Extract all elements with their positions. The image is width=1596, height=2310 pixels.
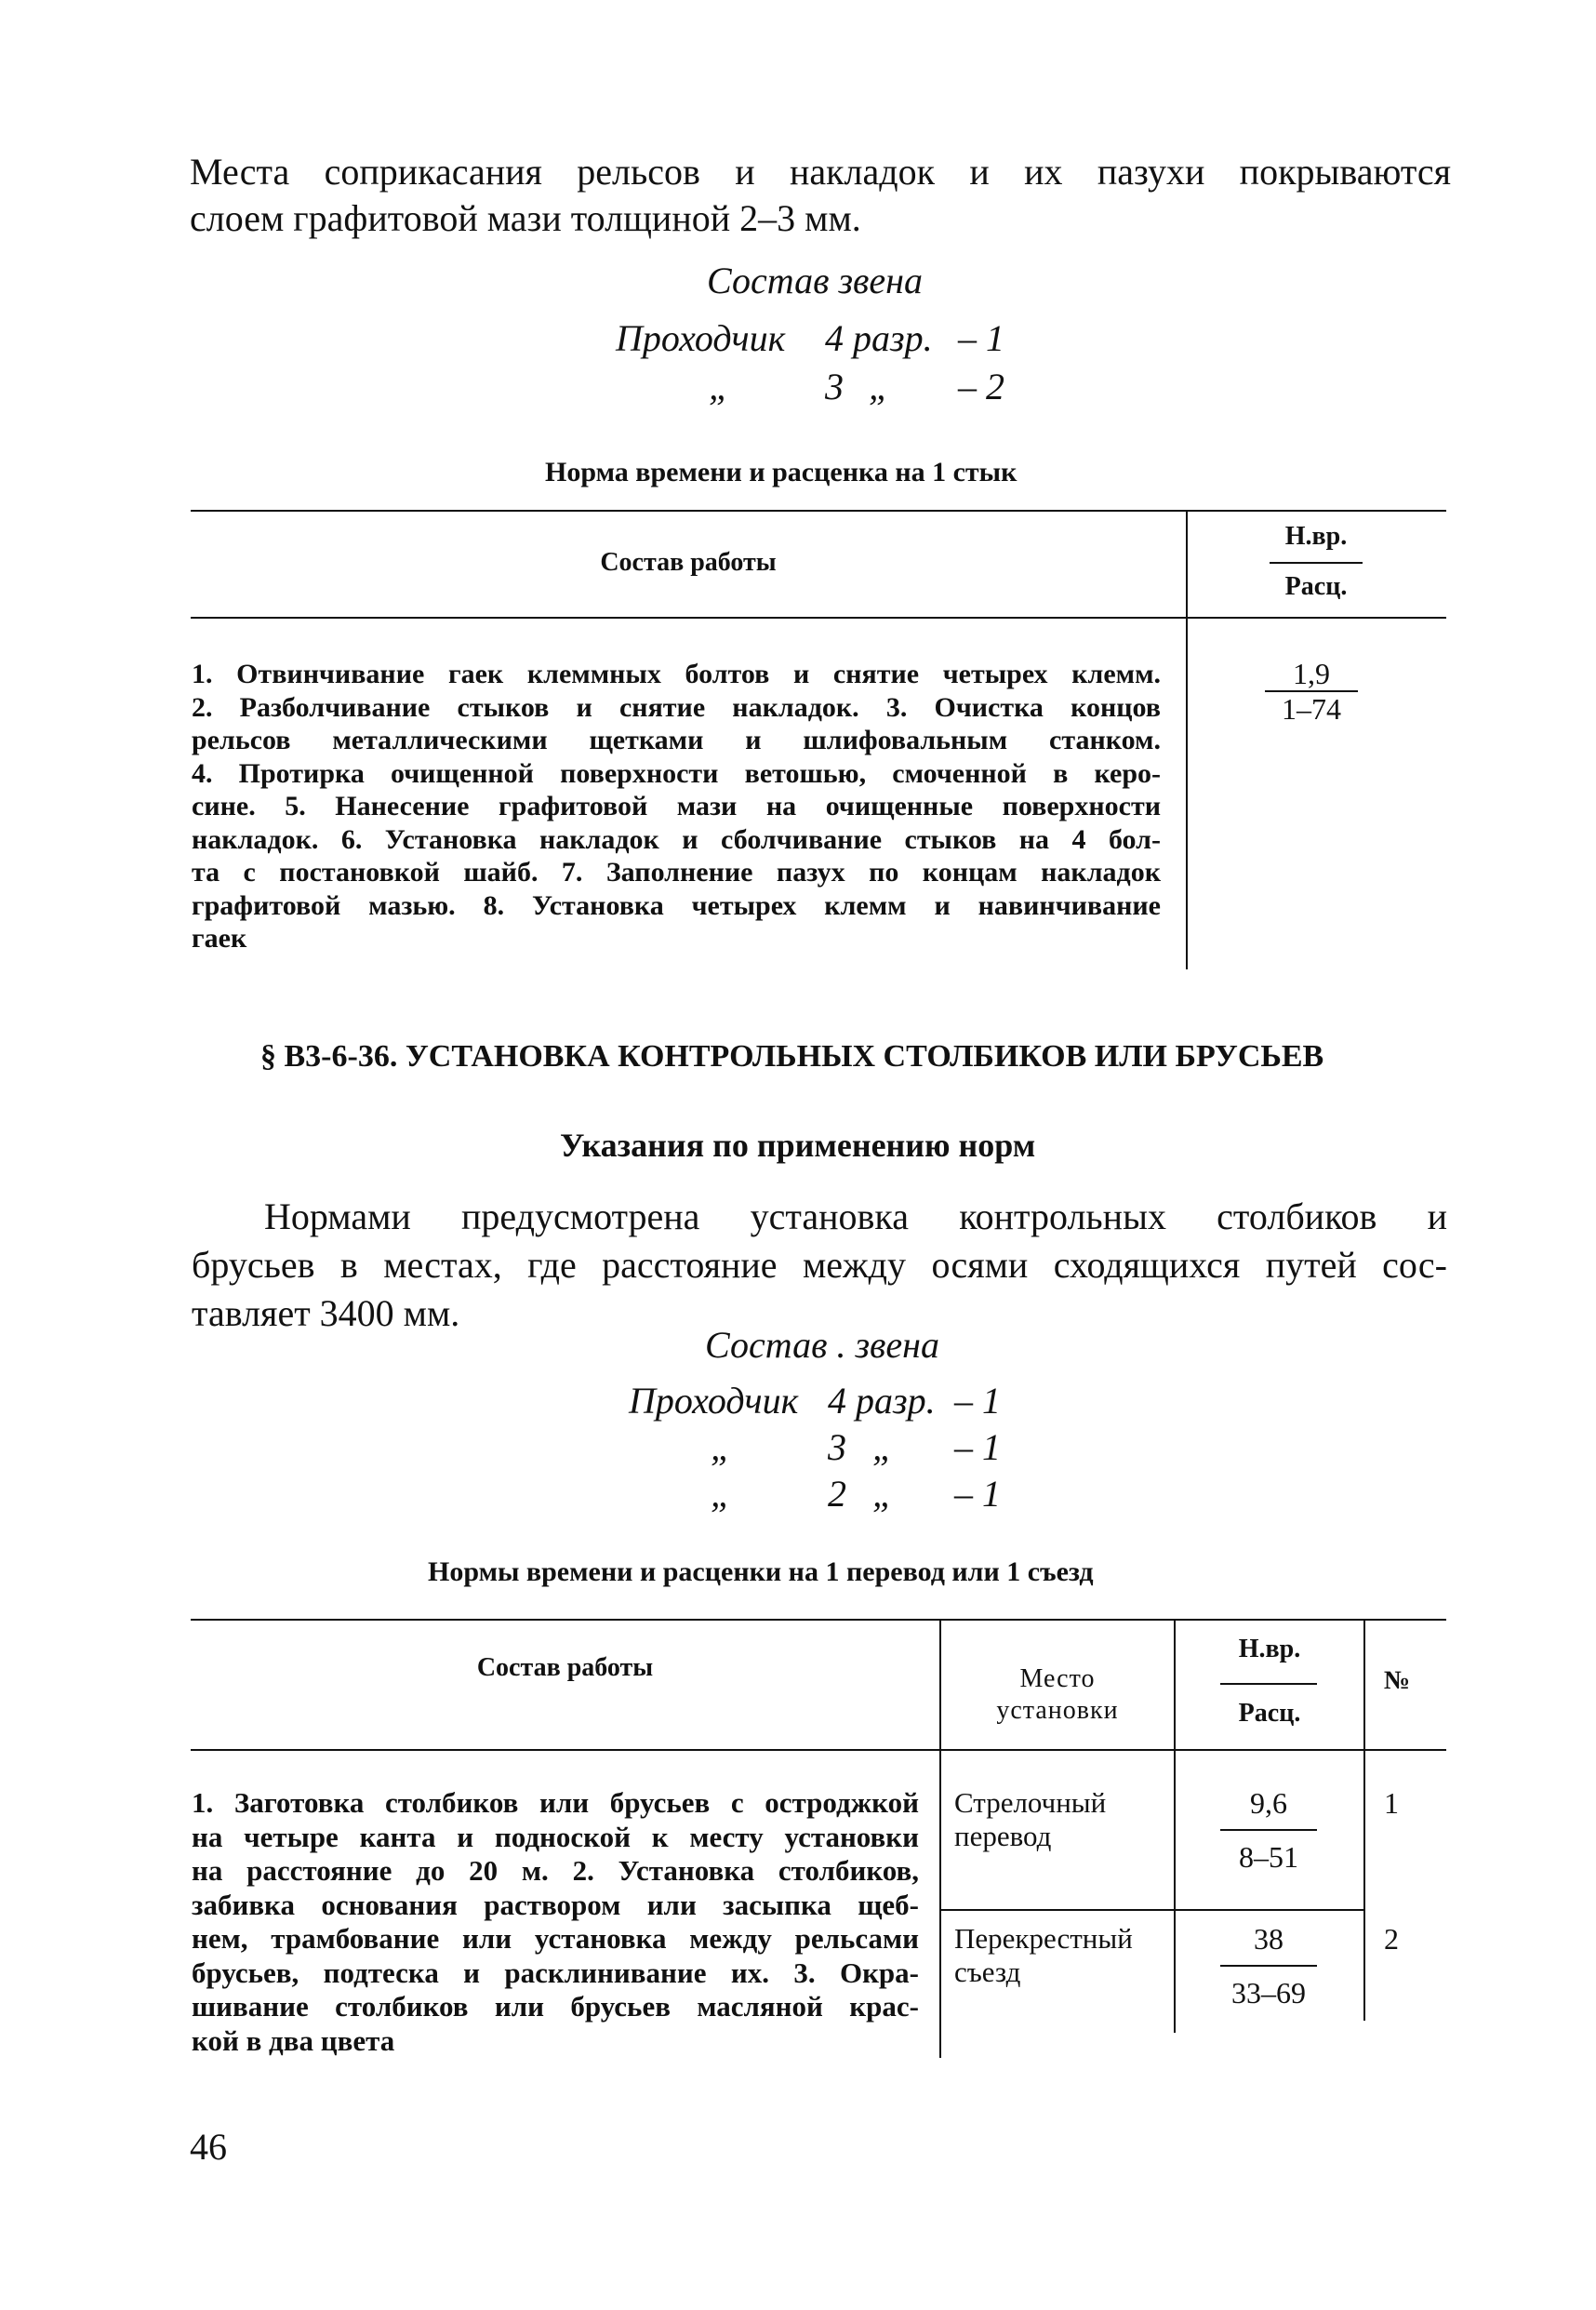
work-line: гаек xyxy=(192,923,247,954)
work-line: 2. Разболчивание стыков и снятие накладок. 3. Очистка концов xyxy=(192,691,1161,723)
fraction-bar xyxy=(1220,1829,1317,1831)
crew-grade: 2 xyxy=(828,1473,846,1515)
table2-divider-place xyxy=(1174,1619,1176,2033)
crew-unit: „ xyxy=(872,1473,894,1515)
work-line: кой в два цвета xyxy=(192,2023,395,2057)
crew-role: Проходчик xyxy=(616,317,786,359)
work-line: графитовой мазью. 8. Установка четырех клемм и навинчивание xyxy=(192,889,1161,921)
work-line: 4. Протирка очищенной поверхности ветошью, смоченной в керо- xyxy=(192,757,1161,789)
norm-value: 1,9 xyxy=(1293,657,1330,690)
work-line: шивание столбиков или брусьев масляной крас- xyxy=(192,1990,919,2023)
place-line-2: перевод xyxy=(954,1820,1052,1852)
crew-grade: 4 xyxy=(828,1380,846,1422)
table2-row1-no: 1 xyxy=(1384,1786,1399,1820)
table1-head-norm: Н.вр. xyxy=(1284,522,1348,551)
table1-norm-rate xyxy=(1256,657,1367,726)
table1-work-description xyxy=(192,658,1161,955)
crew-unit: разр. xyxy=(853,317,933,359)
table2-row1-norm-rate xyxy=(1204,1786,1334,1874)
norm-value: 38 xyxy=(1254,1922,1283,1956)
rate-value: 8–51 xyxy=(1239,1840,1298,1874)
table2-header-rule xyxy=(191,1749,1446,1751)
intro-line-1: Места соприкасания рельсов и накладок и их пазухи покрываются xyxy=(190,151,1451,193)
rate-value: 1–74 xyxy=(1282,692,1341,726)
crew-count: – 1 xyxy=(958,317,1004,359)
work-line: забивка основания раствором или засыпка щеб- xyxy=(192,1888,919,1921)
work-line: на расстояние до 20 м. 2. Установка столбиков, xyxy=(192,1854,919,1887)
crew-grade: 4 xyxy=(825,317,844,359)
table2-head-place xyxy=(941,1663,1174,1727)
section-subheading: Указания по применению норм xyxy=(560,1127,1036,1164)
crew-row xyxy=(616,365,1044,409)
crew-row xyxy=(629,1425,1057,1470)
intro-paragraph xyxy=(190,149,1451,242)
crew-grade: 3 xyxy=(825,366,844,407)
crew-unit: „ xyxy=(869,366,890,407)
table1-head-rate: Расц. xyxy=(1284,572,1348,601)
section-line-3: тавляет 3400 мм. xyxy=(192,1292,460,1334)
crew2-title: Состав . звена xyxy=(705,1324,940,1366)
crew-count: – 2 xyxy=(958,366,1004,407)
work-line: сине. 5. Нанесение графитовой мази на очищенные поверхности xyxy=(192,791,1161,821)
table2-row2-norm-rate xyxy=(1204,1922,1334,2010)
table2-head-rate: Расц. xyxy=(1238,1699,1301,1728)
work-line: нем, трамбование или установка между рельсами xyxy=(192,1922,919,1955)
section-heading: § В3-6-36. УСТАНОВКА КОНТРОЛЬНЫХ СТОЛБИКОВ ИЛИ БРУСЬЕВ xyxy=(260,1039,1324,1074)
work-line: брусьев, подтеска и расклинивание их. 3. Окра- xyxy=(192,1956,919,1989)
table2-row2-place xyxy=(954,1922,1133,1989)
work-line: рельсов металлическими щетками и шлифовальным станком. xyxy=(192,725,1161,755)
head-place-line-2: установки xyxy=(996,1696,1119,1725)
crew-row xyxy=(629,1472,1057,1516)
section-paragraph xyxy=(192,1193,1447,1338)
table2-head-norm: Н.вр. xyxy=(1238,1635,1301,1663)
work-line: та с постановкой шайб. 7. Заполнение пазух по концам накладок xyxy=(192,857,1161,888)
table2-row2-no: 2 xyxy=(1384,1922,1399,1956)
crew-row xyxy=(629,1379,1057,1423)
page-number: 46 xyxy=(190,2126,227,2168)
table1-header-rule xyxy=(191,617,1446,619)
work-line: накладок. 6. Установка накладок и сболчивание стыков на 4 бол- xyxy=(192,823,1161,855)
crew-row xyxy=(616,316,1044,361)
fraction-bar xyxy=(1220,1965,1317,1967)
crew-unit: „ xyxy=(872,1426,894,1468)
table1-caption: Норма времени и расценка на 1 стык xyxy=(545,457,1017,487)
place-line-1: Перекрестный xyxy=(954,1922,1133,1955)
crew-count: – 1 xyxy=(954,1380,1001,1422)
crew-role: „ xyxy=(709,366,730,407)
crew-role: Проходчик xyxy=(629,1380,799,1422)
work-line: 1. Заготовка столбиков или брусьев с остроджкой xyxy=(192,1786,919,1819)
table2-head-fraction-bar xyxy=(1220,1683,1317,1685)
table2-head-work: Состав работы xyxy=(476,1653,654,1682)
norm-value: 9,6 xyxy=(1250,1786,1287,1820)
work-line: 1. Отвинчивание гаек клеммных болтов и снятие четырех клемм. xyxy=(192,659,1161,689)
crew-role: „ xyxy=(711,1426,732,1468)
crew-role: „ xyxy=(711,1473,732,1515)
crew-count: – 1 xyxy=(954,1473,1001,1515)
head-place-line-1: Место xyxy=(1019,1664,1096,1693)
work-line: на четыре канта и подноской к месту установки xyxy=(192,1820,919,1853)
table1-top-rule xyxy=(191,510,1446,512)
table2-head-no: № xyxy=(1383,1666,1411,1695)
table1-column-divider xyxy=(1186,510,1188,969)
table1-head-fraction-bar xyxy=(1270,562,1363,564)
table2-caption: Нормы времени и расценки на 1 перевод или 1 съезд xyxy=(428,1556,1094,1587)
section-line-1: Нормами предусмотрена установка контрольных столбиков и xyxy=(264,1195,1447,1237)
rate-value: 33–69 xyxy=(1231,1976,1306,2010)
intro-line-2: слоем графитовой мази толщиной 2–3 мм. xyxy=(190,197,861,239)
place-line-2: съезд xyxy=(954,1956,1021,1988)
place-line-1: Стрелочный xyxy=(954,1786,1107,1819)
table2-row1-place xyxy=(954,1786,1106,1853)
crew-grade: 3 xyxy=(828,1426,846,1468)
table1-head-work: Состав работы xyxy=(600,548,777,577)
table2-row-divider xyxy=(939,1909,1363,1911)
table2-work-description xyxy=(192,1786,919,2058)
crew-count: – 1 xyxy=(954,1426,1001,1468)
crew-unit: разр. xyxy=(856,1380,936,1422)
section-line-2: брусьев в местах, где расстояние между осями сходящихся путей сос- xyxy=(192,1244,1447,1286)
crew-title: Состав звена xyxy=(707,260,924,301)
table2-top-rule xyxy=(191,1619,1446,1621)
